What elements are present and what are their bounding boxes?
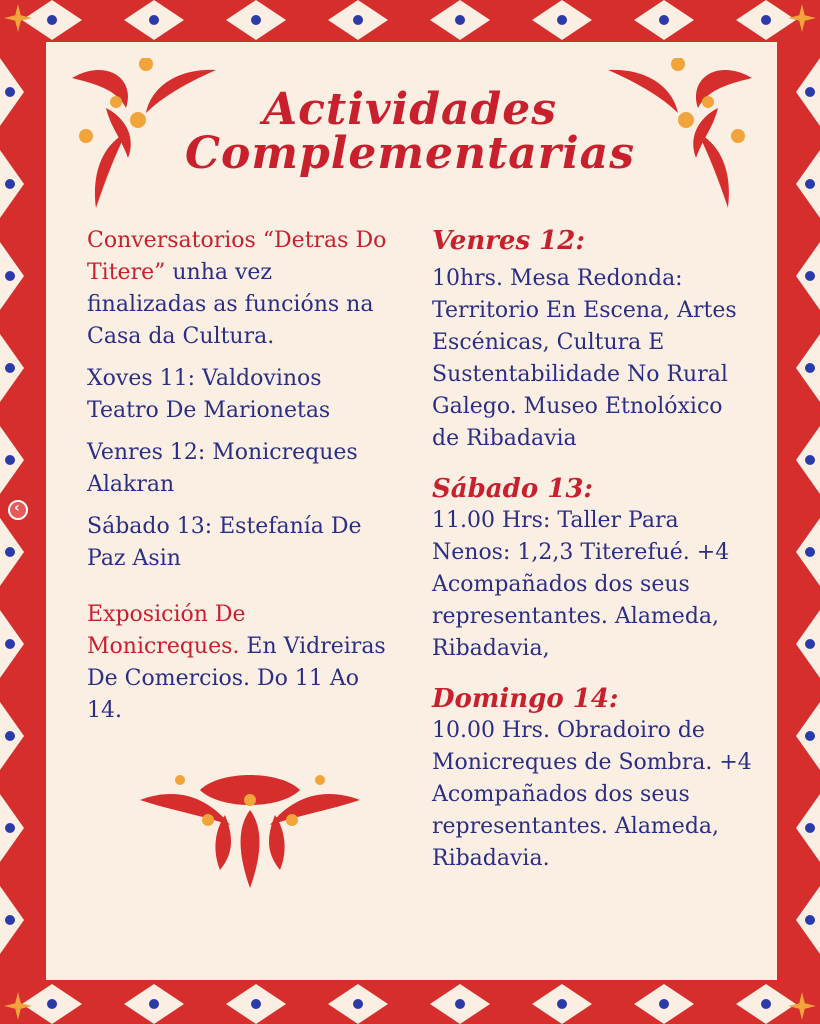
star-icon <box>4 992 32 1020</box>
chevron-left-icon[interactable] <box>8 500 28 520</box>
page-title-line1: Actividades <box>262 84 558 135</box>
border-dot <box>47 15 57 25</box>
border-dot <box>455 15 465 25</box>
sabado-text: 11.00 Hrs: Taller Para Nenos: 1,2,3 Titerefué. +4 Acompañados dos seus representantes. Alameda, Ribadavia, <box>432 508 730 661</box>
exposicion-text <box>87 599 397 727</box>
conversatorios-detail: unha vez finalizadas as funcións na Casa da Cultura. <box>87 260 374 349</box>
right-column <box>432 225 752 875</box>
border-dot <box>5 455 15 465</box>
conversatorios-text <box>87 225 397 353</box>
domingo-heading: Domingo 14: <box>432 684 619 714</box>
border-dot <box>251 999 261 1009</box>
border-dot <box>5 731 15 741</box>
border-dot <box>557 999 567 1009</box>
border-dot <box>805 823 815 833</box>
border-dot <box>149 999 159 1009</box>
star-icon <box>4 4 32 32</box>
sabado-item: Sábado 13: Estefanía De Paz Asin <box>87 514 362 571</box>
border-dot <box>805 639 815 649</box>
exposicion-title: Exposición De Monicreques. <box>87 602 246 659</box>
border-dot <box>805 547 815 557</box>
border-dot <box>5 547 15 557</box>
border-dot <box>5 363 15 373</box>
exposicion-detail: En Vidreiras De Comercios. Do 11 Ao 14. <box>87 634 386 723</box>
border-dot <box>455 999 465 1009</box>
star-icon <box>788 992 816 1020</box>
border-dot <box>557 15 567 25</box>
star-icon <box>788 4 816 32</box>
border-dot <box>805 731 815 741</box>
border-dot <box>5 271 15 281</box>
venres-item: Venres 12: Monicreques Alakran <box>87 440 358 497</box>
conversatorios-title: Conversatorios “Detras Do Titere” <box>87 228 387 285</box>
border-dot <box>5 915 15 925</box>
border-dot <box>805 179 815 189</box>
domingo-text: 10.00 Hrs. Obradoiro de Monicreques de Sombra. +4 Acompañados dos seus representantes. Alameda, Ribadavia. <box>432 718 752 871</box>
border-dot <box>805 915 815 925</box>
border-dot <box>47 999 57 1009</box>
border-dot <box>805 271 815 281</box>
page-title-line2: Complementarias <box>185 128 635 179</box>
border-dot <box>659 999 669 1009</box>
border-dot <box>805 363 815 373</box>
sabado-heading: Sábado 13: <box>432 474 594 504</box>
venres-text: 10hrs. Mesa Redonda: Territorio En Escena, Artes Escénicas, Cultura E Sustentabilidade No Rural Galego. Museo Etnolóxico de Ribadavia <box>432 266 737 451</box>
border-dot <box>149 15 159 25</box>
venres-heading: Venres 12: <box>432 226 585 256</box>
border-dot <box>761 999 771 1009</box>
left-column <box>87 225 397 727</box>
border-dot <box>805 455 815 465</box>
border-dot <box>251 15 261 25</box>
border-dot <box>353 15 363 25</box>
xoves-item: Xoves 11: Valdovinos Teatro De Marionetas <box>87 366 331 423</box>
border-dot <box>659 15 669 25</box>
border-dot <box>5 179 15 189</box>
flower-ornament-icon <box>140 770 360 890</box>
border-dot <box>761 15 771 25</box>
border-dot <box>5 823 15 833</box>
border-dot <box>353 999 363 1009</box>
border-dot <box>5 639 15 649</box>
